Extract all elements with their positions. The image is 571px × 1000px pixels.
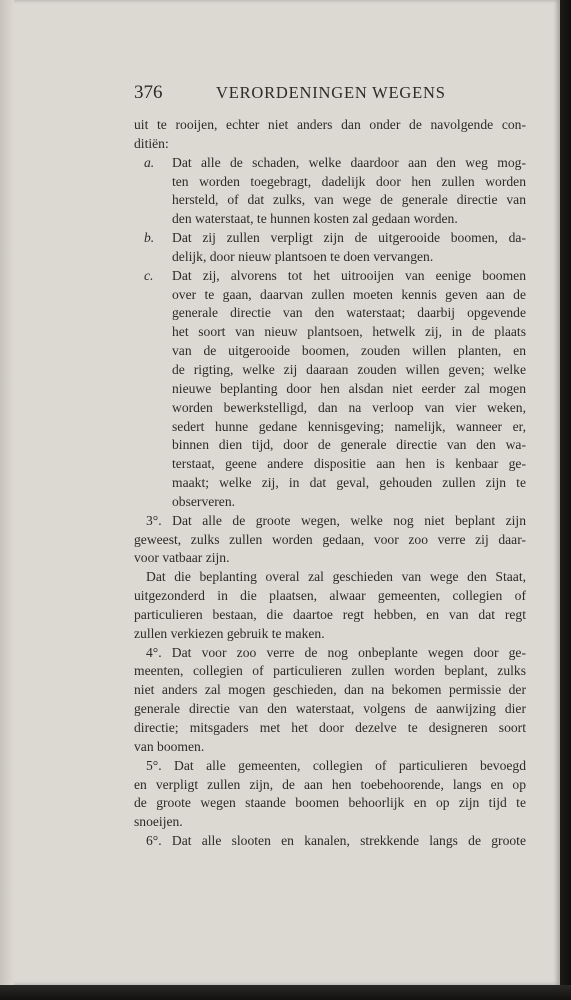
text-line: nieuwe beplanting door hen alsdan niet eerder zal mogen	[172, 380, 526, 396]
page-gutter-shadow	[0, 0, 14, 985]
body-text	[134, 116, 526, 851]
text-line: 3°. Dat alle de groote wegen, welke nog niet beplant zijn	[146, 512, 526, 528]
page-header	[134, 82, 526, 110]
text-line: generale directie van den waterstaat; daarbij opgevende	[172, 305, 526, 321]
list-marker: c.	[144, 267, 154, 283]
text-line: meenten, collegien of particulieren zullen worden beplant, zulks	[134, 663, 526, 679]
text-line: het soort van nieuw plantsoen, hetwelk zij, in de plaats	[172, 324, 526, 340]
text-line: hersteld, of dat zulks, van wege de generale directie van	[172, 192, 526, 208]
text-line: Dat zij, alvorens tot het uitrooijen van eenige boomen	[172, 267, 526, 283]
text-line: en verpligt zullen zijn, de aan hen toebehoorende, langs en op	[134, 776, 526, 792]
list-item-line	[134, 229, 526, 248]
text-line: geweest, zulks zullen worden gedaan, voor zoo verre zij daar-	[134, 531, 526, 547]
text-line: uit te rooijen, echter niet anders dan onder de navolgende con-	[134, 117, 526, 132]
list-item-line	[134, 267, 526, 286]
text-line: niet anders zal mogen geschieden, dan na bekomen permissie der	[134, 682, 526, 698]
text-line: van de uitgerooide boomen, zouden willen planten, en	[172, 343, 526, 359]
page-number: 376	[134, 82, 163, 103]
text-line: den waterstaat, te hunnen kosten zal gedaan worden.	[172, 211, 458, 227]
list-marker: a.	[144, 154, 155, 170]
text-line: uitgezonderd in die plaatsen, alwaar gemeenten, collegien of	[134, 588, 526, 604]
text-line: Dat alle de schaden, welke daardoor aan den weg mog-	[172, 154, 526, 170]
text-line: 4°. Dat voor zoo verre de nog onbeplante wegen door ge-	[146, 644, 526, 660]
text-line: directie; mitsgaders met het door dezelve te designeren soort	[134, 720, 526, 735]
text-line: zullen verkiezen gebruik te maken.	[134, 625, 325, 641]
text-line: snoeijen.	[134, 814, 183, 830]
text-line: de rigting, welke zij daaraan zouden willen geven; welke	[172, 361, 526, 377]
text-line: ditiën:	[134, 135, 169, 151]
page-edge-bottom	[0, 985, 571, 1000]
text-line: maakt; welke zij, in dat geval, gehouden zullen zijn te	[172, 475, 526, 491]
text-line: de groote wegen staande boomen behoorlijk en op zijn tijd te	[134, 795, 526, 811]
text-line: observeren.	[172, 493, 236, 509]
running-head: VERORDENINGEN WEGENS	[216, 83, 446, 102]
text-line: voor vatbaar zijn.	[134, 550, 230, 566]
text-line: particulieren bestaan, die daartoe regt hebben, en van dat regt	[134, 606, 526, 622]
list-marker: b.	[144, 230, 155, 246]
text-line: delijk, door nieuw plantsoen te doen vervangen.	[172, 248, 434, 264]
text-line: Dat die beplanting overal zal geschieden van wege den Staat,	[146, 569, 526, 585]
page-edge-right	[560, 0, 571, 1000]
text-line: over te gaan, daarvan zullen moeten kennis geven aan de	[172, 286, 526, 302]
list-item-line	[134, 154, 526, 173]
text-line: 5°. Dat alle gemeenten, collegien of particulieren bevoegd	[146, 757, 526, 773]
text-line: ten worden toegebragt, dadelijk door hen zullen worden	[172, 173, 526, 189]
text-line: terstaat, geene andere dispositie aan hen is kenbaar ge-	[172, 456, 526, 472]
text-line: worden bewerkstelligd, dan na verloop van vier weken,	[172, 399, 526, 415]
text-line: van boomen.	[134, 738, 205, 754]
text-line: generale directie van den waterstaat, volgens de aanwijzing dier	[134, 701, 526, 717]
text-line: 6°. Dat alle slooten en kanalen, strekkende langs de groote	[146, 833, 526, 849]
text-line: Dat zij zullen verpligt zijn de uitgerooide boomen, da-	[172, 230, 526, 246]
text-line: binnen dien tijd, door de generale directie van den wa-	[172, 437, 526, 453]
text-line: sedert hunne gedane kennisgeving; namelijk, wanneer er,	[172, 418, 526, 434]
